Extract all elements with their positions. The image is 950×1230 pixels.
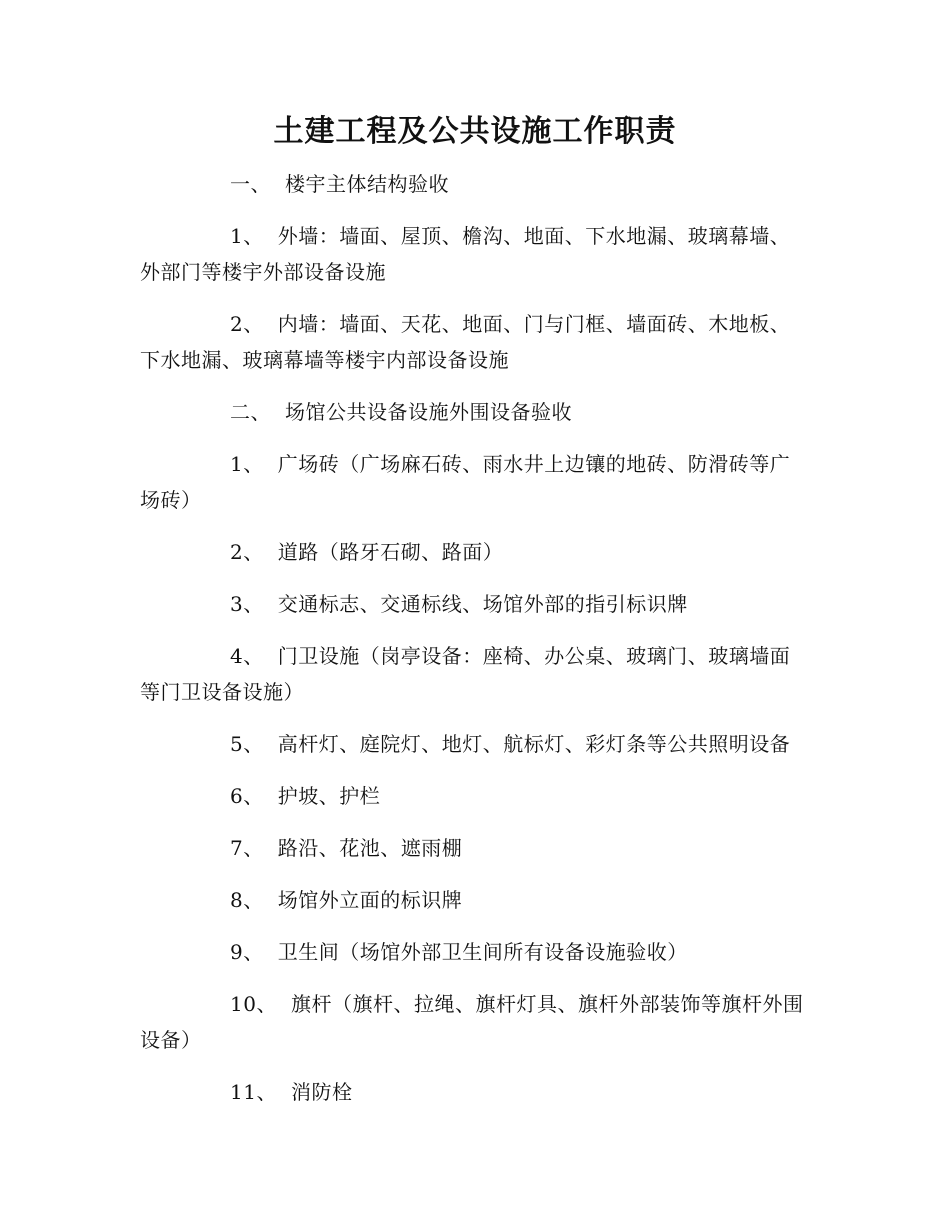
- list-item: [140, 306, 805, 378]
- list-item: [140, 534, 805, 570]
- item-text: 内墙：墙面、天花、地面、门与门框、墙面砖、木地板、下水地漏、玻璃幕墙等楼宇内部设备设施: [140, 312, 791, 372]
- list-item: [140, 1074, 805, 1110]
- item-text: 路沿、花池、遮雨棚: [277, 836, 463, 860]
- item-number: 1、: [230, 452, 264, 476]
- item-number: 6、: [230, 784, 264, 808]
- item-number: 2、: [230, 540, 264, 564]
- item-text: 交通标志、交通标线、场馆外部的指引标识牌: [277, 592, 688, 616]
- item-text: 广场砖（广场麻石砖、雨水井上边镶的地砖、防滑砖等广场砖）: [140, 452, 791, 512]
- list-item: [140, 830, 805, 866]
- list-item: [140, 934, 805, 970]
- item-text: 楼宇主体结构验收: [285, 172, 449, 196]
- item-text: 旗杆（旗杆、拉绳、旗杆灯具、旗杆外部装饰等旗杆外围设备）: [140, 992, 804, 1052]
- item-number: 9、: [230, 940, 264, 964]
- item-text: 道路（路牙石砌、路面）: [277, 540, 504, 564]
- section-heading: [140, 394, 805, 430]
- item-text: 外墙：墙面、屋顶、檐沟、地面、下水地漏、玻璃幕墙、外部门等楼宇外部设备设施: [140, 224, 791, 284]
- list-item: [140, 778, 805, 814]
- item-text: 护坡、护栏: [277, 784, 381, 808]
- item-number: 10、: [230, 992, 277, 1016]
- item-text: 卫生间（场馆外部卫生间所有设备设施验收）: [277, 940, 688, 964]
- item-text: 场馆外立面的标识牌: [277, 888, 463, 912]
- item-number: 2、: [230, 312, 264, 336]
- item-number: 5、: [230, 732, 264, 756]
- item-text: 场馆公共设备设施外围设备验收: [285, 400, 572, 424]
- section-heading: [140, 166, 805, 202]
- item-number: 3、: [230, 592, 264, 616]
- document-body: [140, 166, 805, 1110]
- item-number: 1、: [230, 224, 264, 248]
- list-item: [140, 638, 805, 710]
- item-number: 8、: [230, 888, 264, 912]
- item-number: 二、: [230, 400, 271, 424]
- item-text: 高杆灯、庭院灯、地灯、航标灯、彩灯条等公共照明设备: [277, 732, 791, 756]
- list-item: [140, 882, 805, 918]
- item-number: 一、: [230, 172, 271, 196]
- list-item: [140, 726, 805, 762]
- item-text: 消防栓: [290, 1080, 353, 1104]
- list-item: [140, 446, 805, 518]
- item-number: 4、: [230, 644, 264, 668]
- item-text: 门卫设施（岗亭设备：座椅、办公桌、玻璃门、玻璃墙面等门卫设备设施）: [140, 644, 791, 704]
- item-number: 11、: [230, 1080, 277, 1104]
- list-item: [140, 586, 805, 622]
- item-number: 7、: [230, 836, 264, 860]
- list-item: [140, 986, 805, 1058]
- list-item: [140, 218, 805, 290]
- page-title: 土建工程及公共设施工作职责: [273, 114, 677, 149]
